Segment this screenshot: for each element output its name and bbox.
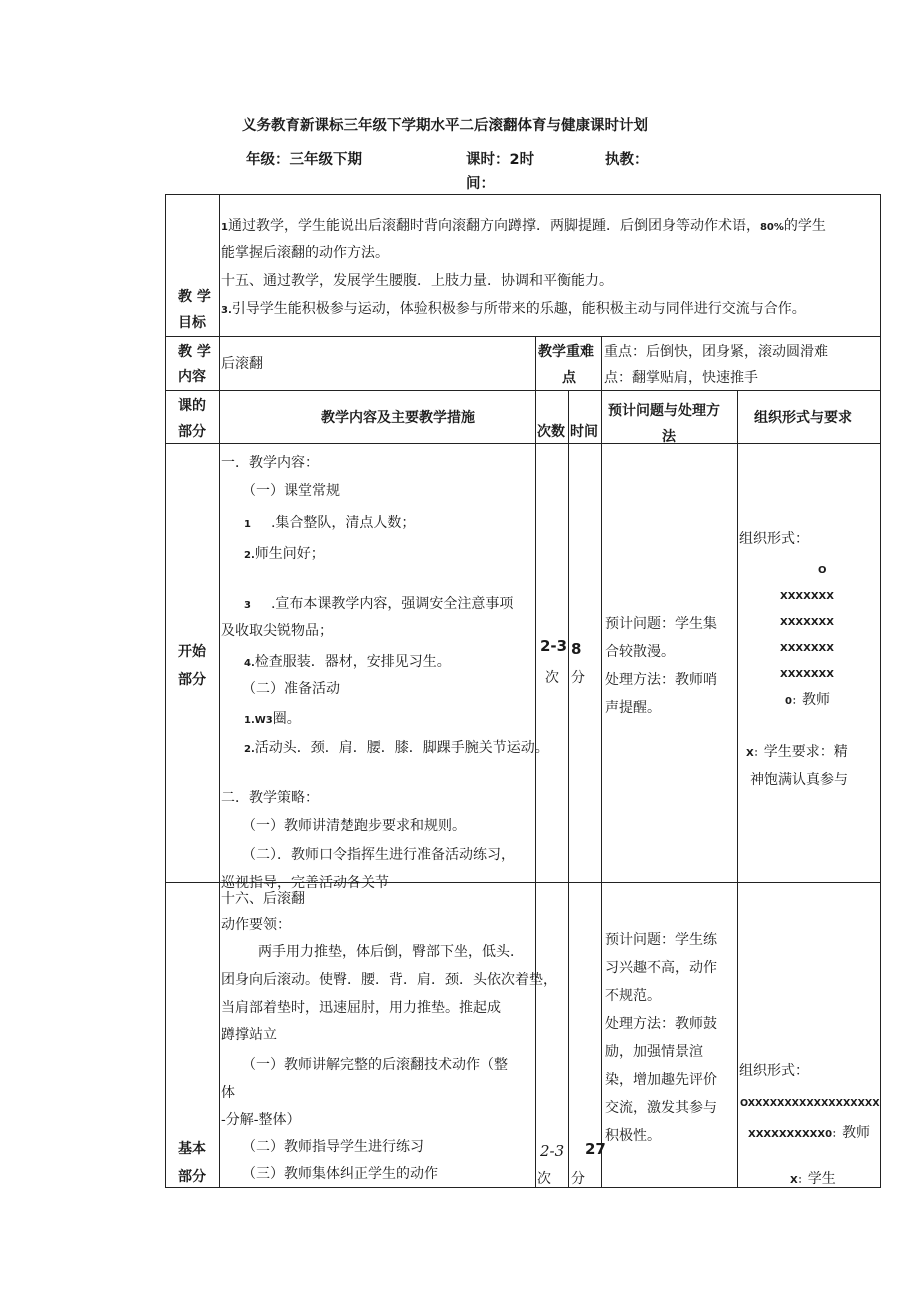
grid-line — [601, 336, 602, 1188]
basic-org-legend — [748, 1124, 870, 1144]
objective-1-percent: 80% — [759, 222, 784, 233]
teacher-label: 执教： — [605, 152, 649, 168]
basic-problem: 染，增加趣先评价 — [605, 1072, 717, 1088]
start-org-requirement — [746, 743, 848, 763]
basic-problem: 处理方法：教师鼓 — [605, 1016, 717, 1032]
start-org-requirement-text: 学生要求：精 — [763, 744, 848, 760]
start-times-unit: 次 — [545, 670, 559, 686]
grid-line — [737, 390, 738, 1188]
start-line: （二）．教师口令指挥生进行准备活动练习， — [242, 847, 515, 863]
basic-problem: 积极性。 — [605, 1128, 661, 1144]
start-line-number: 2. — [244, 550, 255, 561]
start-problem: 预计问题：学生集 — [605, 616, 717, 632]
objective-1 — [221, 217, 826, 237]
start-line-text: 检查服装．器材，安排见习生。 — [254, 654, 451, 670]
start-line-text: 活动头．颈．肩．腰．膝．脚踝手腕关节运动。 — [254, 740, 549, 756]
start-line-number: 1 — [244, 519, 251, 530]
start-line — [244, 653, 451, 673]
start-problem: 处理方法：教师哨 — [605, 672, 717, 688]
basic-line: （二）教师指导学生进行练习 — [242, 1139, 424, 1155]
grid-line — [535, 336, 536, 1188]
start-org-teacher-mark: O — [818, 565, 827, 576]
start-line: 二．教学策略： — [221, 790, 319, 806]
start-line-number: 1. — [244, 715, 255, 726]
basic-label-cont: 部分 — [178, 1169, 206, 1185]
basic-problem: 励，加强情景渲 — [605, 1044, 703, 1060]
start-org-legend — [785, 691, 830, 711]
basic-line: 动作要领： — [221, 917, 291, 933]
start-line-code: W3 — [254, 715, 273, 726]
basic-line: 当肩部着垫时，迅速屈肘，用力推垫。推起成 — [221, 1000, 501, 1016]
start-line-text: .集合整队，清点人数； — [270, 515, 416, 531]
start-line: （二）准备活动 — [242, 681, 340, 697]
basic-times: 2-3 — [540, 1142, 565, 1160]
start-line-number: 2. — [244, 744, 255, 755]
header-problems: 预计问题与处理方 — [608, 403, 720, 419]
header-times: 次数 — [537, 424, 565, 440]
objective-1-cont: 能掌握后滚翻的动作方法。 — [221, 245, 389, 261]
start-duration-unit: 分 — [571, 670, 585, 686]
class-hours-label: 课时：2时 — [466, 152, 535, 168]
start-label-cont: 部分 — [178, 672, 206, 688]
basic-duration-unit: 分 — [571, 1171, 585, 1187]
basic-org-legend-student-text: 学生 — [807, 1171, 836, 1187]
objective-3-text: 引导学生能积极参与运动，体验积极参与所带来的乐趣，能积极主动与同伴进行交流与合作。 — [231, 301, 806, 317]
grid-line — [165, 194, 166, 1188]
grid-line — [165, 194, 881, 195]
header-problems-cont: 法 — [662, 429, 676, 445]
class-hours-label-cont: 间： — [466, 176, 495, 192]
basic-line: （三）教师集体纠正学生的动作 — [242, 1166, 438, 1182]
start-duration: 8 — [571, 640, 582, 658]
basic-line: 蹲撑站立 — [221, 1027, 277, 1043]
grid-line — [165, 1187, 881, 1188]
basic-line: -分解-整体） — [221, 1112, 301, 1128]
start-label: 开始 — [178, 644, 206, 660]
start-org-legend-text: 教师 — [801, 692, 830, 708]
start-line — [244, 710, 301, 730]
basic-org-legend-symbol: XXXXXXXXXX0： — [748, 1129, 843, 1140]
basic-duration: 27 — [585, 1140, 606, 1158]
header-content: 教学内容及主要教学措施 — [321, 410, 475, 426]
basic-line: 十六、后滚翻 — [221, 891, 305, 907]
start-times: 2-3 — [540, 637, 568, 655]
objectives-label-cont: 目标 — [178, 315, 206, 331]
start-org-row: XXXXXXX — [780, 617, 834, 628]
objective-3-number: 3. — [221, 305, 232, 316]
basic-org-row: OXXXXXXXXXXXXXXXXXX — [740, 1098, 880, 1109]
start-line-text: 圈。 — [272, 711, 301, 727]
start-line: 巡视指导，完善活动各关节 — [221, 875, 389, 891]
start-org-requirement-symbol: X： — [746, 748, 764, 759]
start-line: （一）课堂常规 — [242, 483, 340, 499]
start-org-row: XXXXXXX — [780, 591, 834, 602]
header-duration: 时间 — [570, 424, 598, 440]
basic-problem: 预计问题：学生练 — [605, 932, 717, 948]
key-points-cont: 点：翻掌贴肩，快速推手 — [604, 370, 758, 386]
header-organization: 组织形式与要求 — [754, 410, 852, 426]
start-line-number: 4. — [244, 658, 255, 669]
objective-1-number: 1 — [221, 222, 228, 233]
basic-line: 两手用力推垫，体后倒，臀部下坐，低头． — [258, 944, 524, 960]
basic-line: 体 — [221, 1085, 235, 1101]
start-line-text: .宣布本课教学内容，强调安全注意事项 — [270, 596, 514, 612]
key-points-label-cont: 点 — [562, 370, 576, 386]
objectives-label: 教 学 — [178, 289, 211, 305]
basic-problem: 交流，激发其参与 — [605, 1100, 717, 1116]
basic-line: 团身向后滚动。使臀．腰．背．肩．颈．头依次着垫， — [221, 972, 557, 988]
start-problem: 合较散漫。 — [605, 644, 675, 660]
start-line — [244, 545, 325, 565]
key-points-label: 教学重难 — [538, 344, 594, 360]
start-line-text: 师生问好； — [254, 546, 325, 562]
basic-label: 基本 — [178, 1141, 206, 1157]
basic-org-legend-text: 教师 — [842, 1125, 871, 1141]
header-part: 课的 — [178, 398, 206, 414]
start-line — [244, 595, 513, 615]
basic-org-legend-student-symbol: X： — [790, 1175, 808, 1186]
basic-org: 组织形式： — [739, 1063, 809, 1079]
start-line: 一．教学内容： — [221, 455, 319, 471]
lesson-content: 后滚翻 — [221, 356, 263, 372]
start-line — [244, 514, 415, 534]
objective-3 — [221, 300, 806, 320]
basic-problem: 习兴趣不高，动作 — [605, 960, 717, 976]
grade-label: 年级：三年级下期 — [246, 152, 362, 168]
start-org-row: XXXXXXX — [780, 669, 834, 680]
start-org: 组织形式： — [739, 531, 809, 547]
objective-1-text: 通过教学，学生能说出后滚翻时背向滚翻方向蹲撑．两脚提踵．后倒团身等动作术语， — [227, 218, 760, 234]
start-problem: 声提醒。 — [605, 700, 661, 716]
grid-line — [165, 336, 881, 337]
start-org-legend-symbol: 0： — [785, 696, 802, 707]
start-line: 及收取尖锐物品； — [221, 623, 333, 639]
start-content — [220, 444, 549, 891]
start-org-row: XXXXXXX — [780, 643, 834, 654]
basic-problem: 不规范。 — [605, 988, 661, 1004]
key-points: 重点：后倒快，团身紧，滚动圆滑难 — [604, 344, 828, 360]
grid-line — [165, 390, 881, 391]
grid-line — [880, 194, 881, 1188]
basic-times-unit: 次 — [537, 1171, 551, 1187]
objective-2: 十五、通过教学，发展学生腰腹．上肢力量．协调和平衡能力。 — [221, 273, 613, 289]
header-part-cont: 部分 — [178, 424, 206, 440]
start-line-number: 3 — [244, 600, 251, 611]
document-title: 义务教育新课标三年级下学期水平二后滚翻体育与健康课时计划 — [242, 118, 648, 134]
basic-line: （一）教师讲解完整的后滚翻技术动作（整 — [242, 1057, 508, 1073]
start-line — [244, 739, 549, 759]
content-label: 教 学 — [178, 344, 211, 360]
start-org-requirement-cont: 神饱满认真参与 — [750, 772, 848, 788]
start-line: （一）教师讲清楚跑步要求和规则。 — [242, 818, 466, 834]
basic-org-legend-student — [790, 1170, 836, 1190]
grid-line — [568, 390, 569, 1188]
content-label-cont: 内容 — [178, 369, 206, 385]
objective-1-text-end: 的学生 — [783, 218, 826, 234]
